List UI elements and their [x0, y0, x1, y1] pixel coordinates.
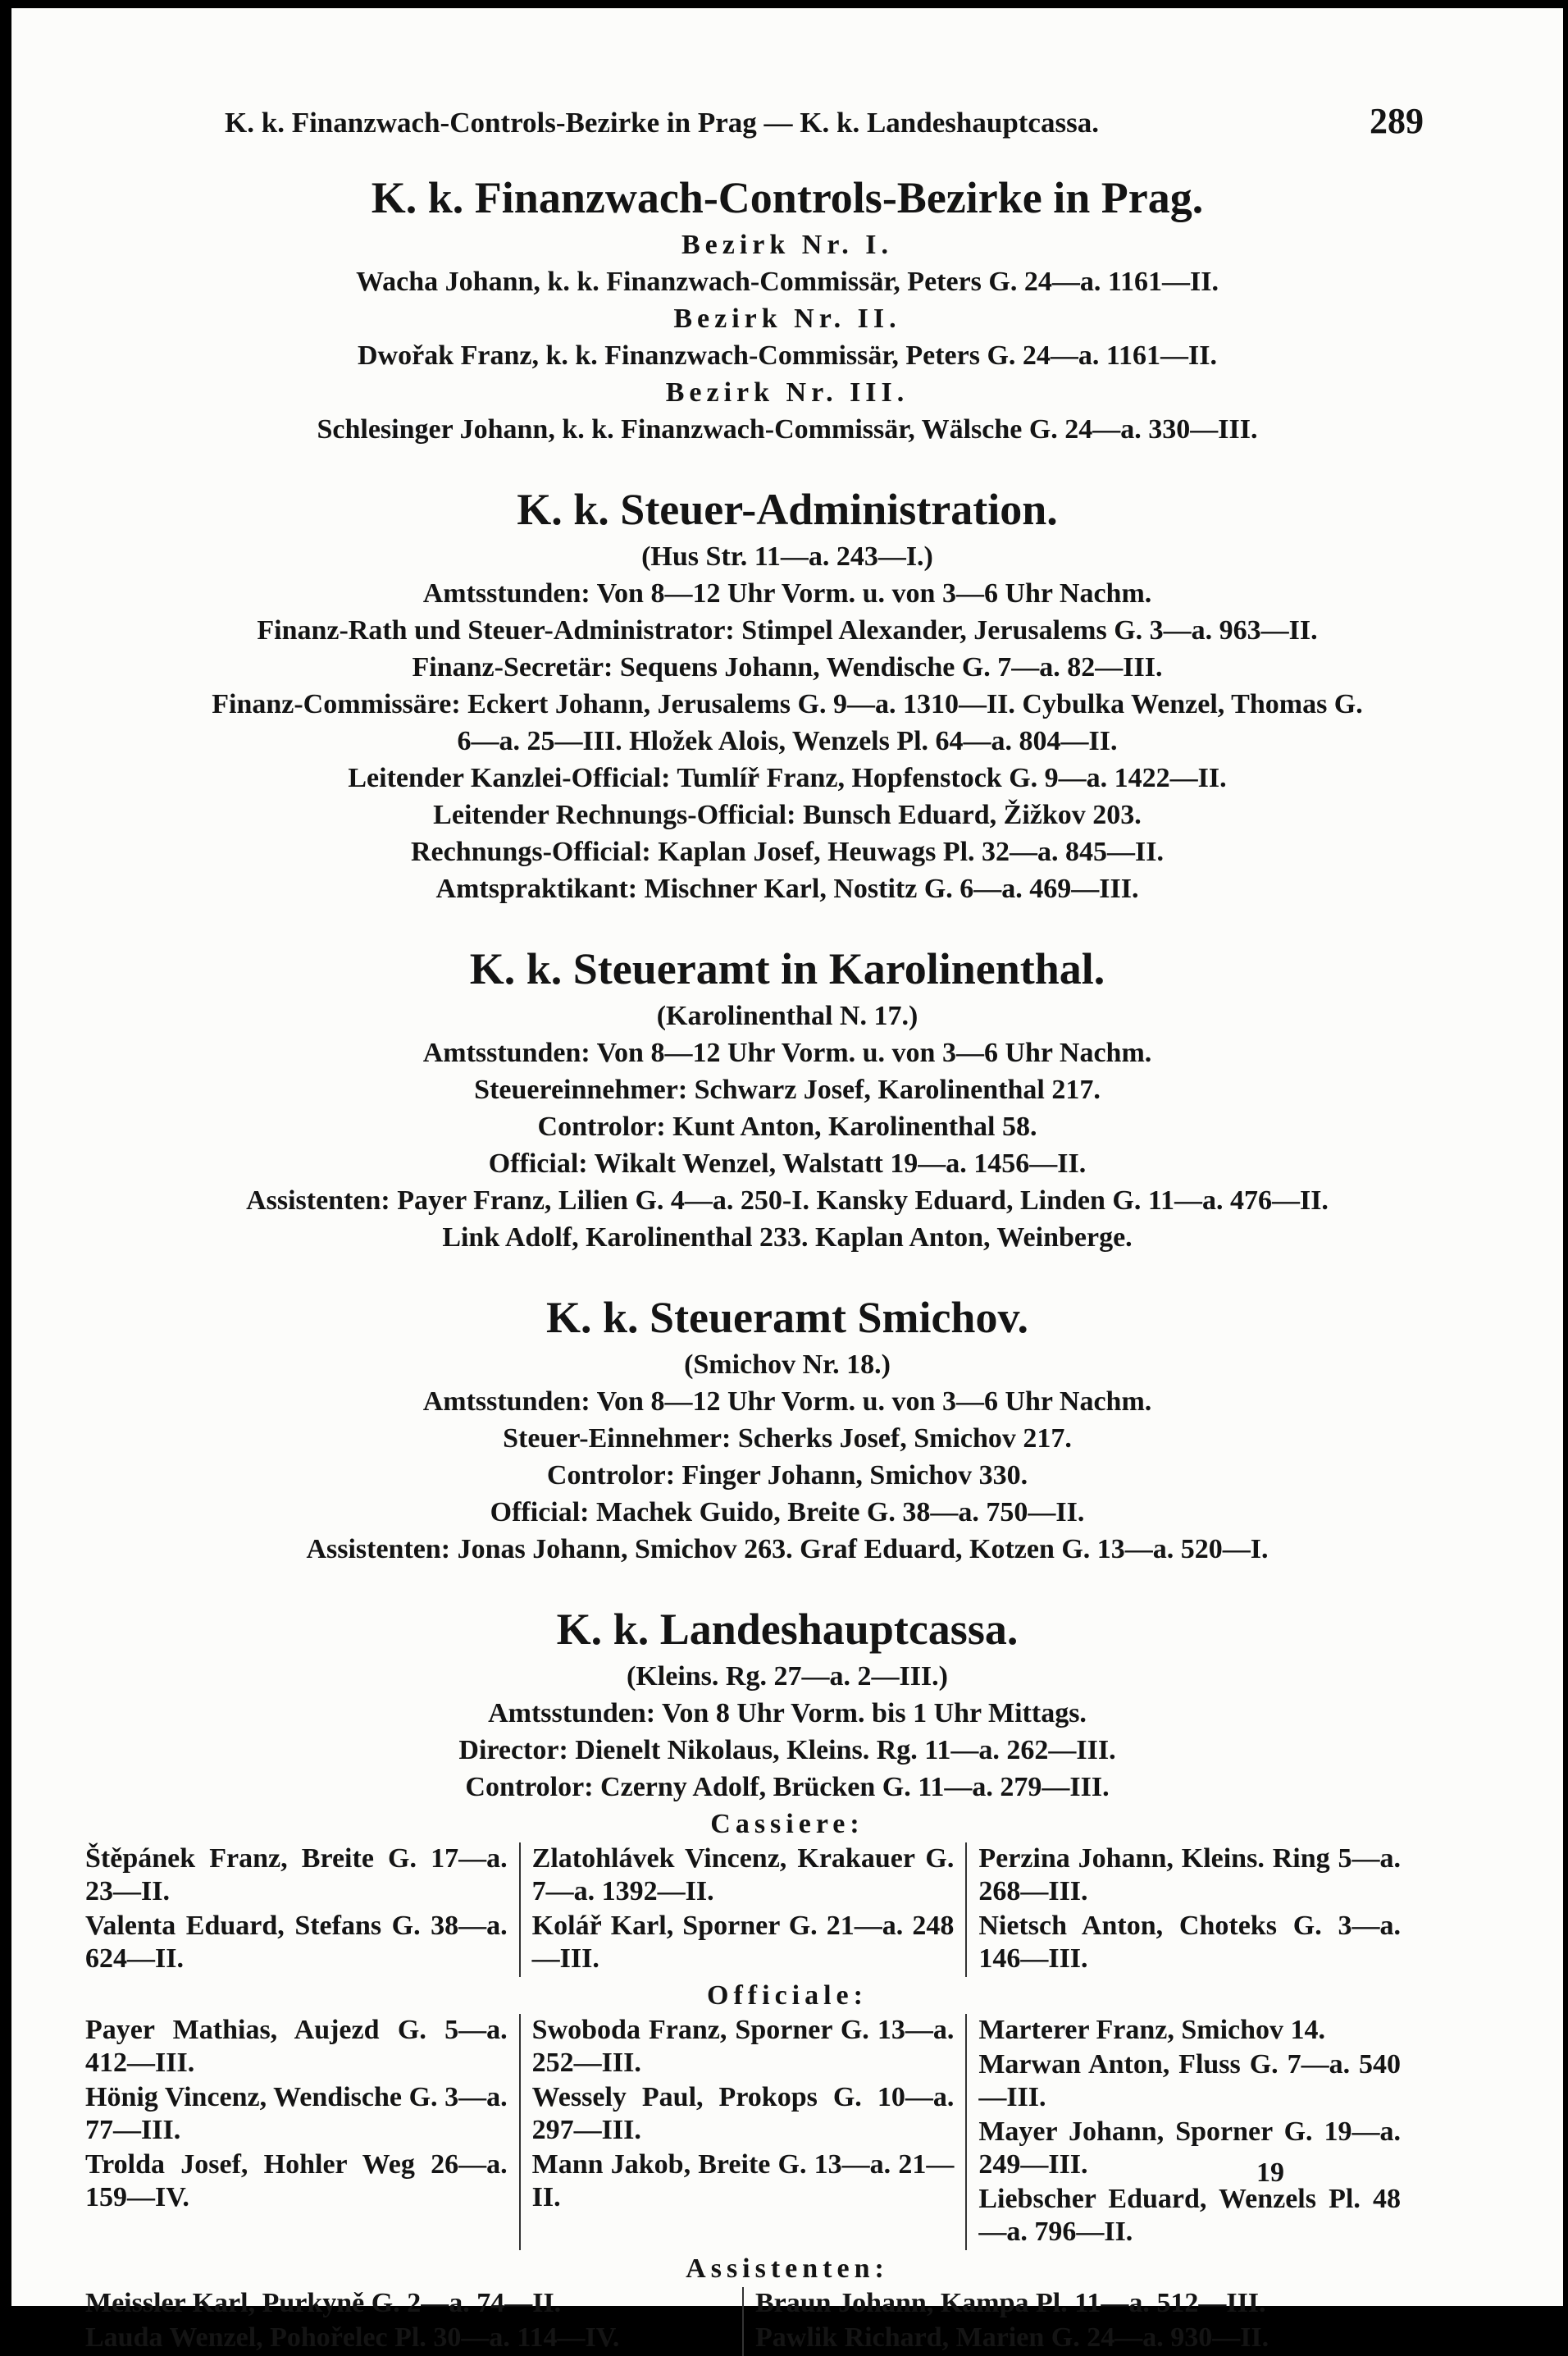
district-label: Bezirk Nr. II. [673, 304, 901, 334]
office-hours: Amtsstunden: Von 8 Uhr Vorm. bis 1 Uhr Mittags. [488, 1698, 1087, 1728]
entry-line: Official: Machek Guido, Breite G. 38—a. 750—II. [490, 1497, 1085, 1527]
officiale-columns [74, 2014, 1412, 2250]
list-item: Payer Mathias, Aujezd G. 5—a. 412—III. [85, 2015, 508, 2078]
office-hours: Amtsstunden: Von 8—12 Uhr Vorm. u. von 3—6 Uhr Nachm. [422, 1038, 1152, 1068]
entry-line: Controlor: Czerny Adolf, Brücken G. 11—a. 279—III. [465, 1772, 1110, 1802]
address-line: (Smichov Nr. 18.) [684, 1349, 891, 1380]
column [74, 1842, 519, 1977]
section-title-steuer-admin: K. k. Steuer-Administration. [517, 485, 1058, 534]
column [742, 2287, 1412, 2356]
list-item: Zlatohlávek Vincenz, Krakauer G. 7—a. 1392—II. [531, 1843, 955, 1906]
entry-line: Amtspraktikant: Mischner Karl, Nostitz G. 6—a. 469—III. [435, 874, 1139, 904]
entry-line: Leitender Rechnungs-Official: Bunsch Eduard, Žižkov 203. [433, 800, 1142, 830]
entry-line: Assistenten: Jonas Johann, Smichov 263. Graf Eduard, Kotzen G. 13—a. 520—I. [306, 1534, 1269, 1564]
officiale-label: Officiale: [707, 1980, 868, 2011]
entry-line: Controlor: Kunt Anton, Karolinenthal 58. [537, 1112, 1037, 1142]
list-item: Trolda Josef, Hohler Weg 26—a. 159—IV. [85, 2149, 508, 2212]
entry-line: Steuer-Einnehmer: Scherks Josef, Smichov 217. [503, 1423, 1072, 1454]
assistenten-label: Assistenten: [686, 2253, 889, 2284]
entry-line: Link Adolf, Karolinenthal 233. Kaplan Anton, Weinberge. [442, 1222, 1133, 1253]
entry-line: Finanz-Commissäre: Eckert Johann, Jerusalems G. 9—a. 1310—II. Cybulka Wenzel, Thomas G. [212, 689, 1363, 719]
running-head [151, 100, 1424, 146]
entry-line: Finanz-Rath und Steuer-Administrator: Stimpel Alexander, Jerusalems G. 3—a. 963—II. [257, 615, 1318, 646]
district-label: Bezirk Nr. III. [665, 377, 909, 408]
section-title-landeshauptcassa: K. k. Landeshauptcassa. [556, 1605, 1019, 1654]
office-hours: Amtsstunden: Von 8—12 Uhr Vorm. u. von 3—6 Uhr Nachm. [422, 578, 1152, 609]
cassiere-columns [74, 1842, 1412, 1977]
list-item: Liebscher Eduard, Wenzels Pl. 48—a. 796—II. [978, 2184, 1402, 2247]
section-title-smichov: K. k. Steueramt Smichov. [546, 1293, 1028, 1342]
entry-line: Wacha Johann, k. k. Finanzwach-Commissär, Peters G. 24—a. 1161—II. [356, 267, 1219, 297]
column [965, 1842, 1412, 1977]
district-label: Bezirk Nr. I. [681, 230, 894, 260]
list-item: Braun Johann, Kampa Pl. 11—a. 512—III. [755, 2288, 1266, 2318]
list-item: Štěpánek Franz, Breite G. 17—a. 23—II. [85, 1843, 508, 1906]
entry-line: Finanz-Secretär: Sequens Johann, Wendische G. 7—a. 82—III. [412, 652, 1163, 683]
entry-line: Schlesinger Johann, k. k. Finanzwach-Commissär, Wälsche G. 24—a. 330—III. [317, 414, 1258, 445]
entry-line: Leitender Kanzlei-Official: Tumlíř Franz, Hopfenstock G. 9—a. 1422—II. [348, 763, 1227, 793]
column [965, 2014, 1412, 2250]
address-line: (Karolinenthal N. 17.) [656, 1001, 918, 1031]
signature-mark: 19 [1256, 2157, 1284, 2188]
list-item: Meissler Karl, Purkyně G. 2—a. 74—II. [85, 2288, 562, 2318]
column [519, 2014, 966, 2250]
address-line: (Hus Str. 11—a. 243—I.) [641, 541, 933, 572]
section-title-finanzwach: K. k. Finanzwach-Controls-Bezirke in Prag. [371, 173, 1204, 222]
office-hours: Amtsstunden: Von 8—12 Uhr Vorm. u. von 3—6 Uhr Nachm. [422, 1386, 1152, 1417]
list-item: Hönig Vincenz, Wendische G. 3—a. 77—III. [85, 2082, 508, 2145]
entry-line: Steuereinnehmer: Schwarz Josef, Karolinenthal 217. [474, 1075, 1101, 1105]
list-item: Marterer Franz, Smichov 14. [978, 2015, 1326, 2045]
entry-line: Rechnungs-Official: Kaplan Josef, Heuwags Pl. 32—a. 845—II. [410, 837, 1165, 867]
list-item: Marwan Anton, Fluss G. 7—a. 540—III. [978, 2049, 1402, 2112]
entry-line: Dwořak Franz, k. k. Finanzwach-Commissär, Peters G. 24—a. 1161—II. [358, 340, 1217, 371]
list-item: Swoboda Franz, Sporner G. 13—a. 252—III. [531, 2015, 955, 2078]
address-line: (Kleins. Rg. 27—a. 2—III.) [627, 1661, 948, 1692]
page-content [11, 169, 1563, 2356]
column [519, 1842, 966, 1977]
column [74, 2014, 519, 2250]
list-item: Perzina Johann, Kleins. Ring 5—a. 268—III. [978, 1843, 1402, 1906]
list-item: Mayer Johann, Sporner G. 19—a. 249—III. [978, 2116, 1402, 2180]
entry-line: Official: Wikalt Wenzel, Walstatt 19—a. 1456—II. [488, 1148, 1087, 1179]
column [74, 2287, 742, 2356]
running-head-title: K. k. Finanzwach-Controls-Bezirke in Prag — K. k. Landeshauptcassa. [225, 107, 1099, 139]
section-title-karolinenthal: K. k. Steueramt in Karolinenthal. [469, 944, 1105, 993]
entry-line: Director: Dienelt Nikolaus, Kleins. Rg. 11—a. 262—III. [458, 1735, 1116, 1765]
document-page [11, 8, 1563, 2353]
entry-line: Assistenten: Payer Franz, Lilien G. 4—a. 250-I. Kansky Eduard, Linden G. 11—a. 476—II. [246, 1185, 1329, 1216]
list-item: Mann Jakob, Breite G. 13—a. 21—II. [531, 2149, 955, 2212]
list-item: Wessely Paul, Prokops G. 10—a. 297—III. [531, 2082, 955, 2145]
assistenten-columns [74, 2287, 1412, 2356]
list-item: Nietsch Anton, Choteks G. 3—a. 146—III. [978, 1911, 1402, 1974]
page-number: 289 [1370, 101, 1424, 141]
list-item: Lauda Wenzel, Pohořelec Pl. 30—a. 114—IV. [85, 2322, 620, 2353]
entry-line: Controlor: Finger Johann, Smichov 330. [546, 1460, 1028, 1491]
list-item: Kolář Karl, Sporner G. 21—a. 248—III. [531, 1911, 955, 1974]
list-item: Pawlik Richard, Marien G. 24—a. 930—II. [755, 2322, 1269, 2353]
list-item: Valenta Eduard, Stefans G. 38—a. 624—II. [85, 1911, 508, 1974]
cassiere-label: Cassiere: [710, 1809, 864, 1839]
entry-line: 6—a. 25—III. Hložek Alois, Wenzels Pl. 64—a. 804—II. [457, 726, 1118, 756]
